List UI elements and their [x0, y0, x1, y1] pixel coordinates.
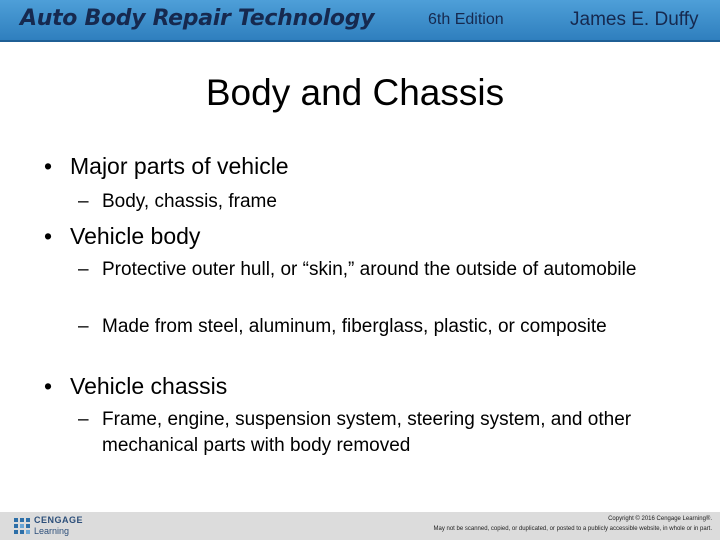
sub-bullet: [78, 314, 662, 340]
sub-bullet-text: Protective outer hull, or “skin,” around the outside of automobile: [102, 259, 637, 280]
sub-bullet-glyph: –: [78, 191, 89, 212]
copyright-notice: May not be scanned, copied, or duplicated, or posted to a publicly accessible website, in whole or in part.: [433, 526, 712, 532]
sub-bullet-glyph: –: [78, 409, 89, 430]
bullet-vehicle-body: [44, 223, 200, 250]
sub-bullet: [78, 257, 662, 283]
sub-bullet-glyph: –: [78, 316, 89, 337]
publisher-name: CENGAGE: [34, 515, 84, 525]
bullet-vehicle-chassis: [44, 373, 227, 400]
sub-bullet-glyph: –: [78, 259, 89, 280]
bullet-glyph: •: [44, 223, 53, 249]
bullet-glyph: •: [44, 153, 53, 179]
slide-title: Body and Chassis: [205, 72, 505, 113]
bullet-text: Major parts of vehicle: [70, 153, 289, 179]
sub-bullet-text: Made from steel, aluminum, fiberglass, plastic, or composite: [102, 316, 607, 337]
sub-bullet-text: Frame, engine, suspension system, steering system, and other mechanical parts with body removed: [102, 409, 632, 456]
sub-bullet-text: Body, chassis, frame: [102, 191, 277, 212]
bullet-text: Vehicle chassis: [70, 373, 228, 399]
bullet-major-parts: [44, 153, 289, 180]
cengage-logo-icon: [12, 516, 32, 536]
sub-bullet: [78, 407, 662, 459]
footer-bar: [0, 512, 720, 540]
bullet-glyph: •: [44, 373, 53, 399]
author-name: James E. Duffy: [570, 9, 699, 30]
sub-bullet: [78, 189, 662, 215]
publisher-subname: Learning: [34, 526, 70, 536]
book-title: Auto Body Repair Technology: [20, 6, 375, 31]
copyright-line: Copyright © 2016 Cengage Learning®.: [608, 516, 712, 522]
edition-label: 6th Edition: [428, 11, 504, 28]
bullet-text: Vehicle body: [70, 223, 201, 249]
